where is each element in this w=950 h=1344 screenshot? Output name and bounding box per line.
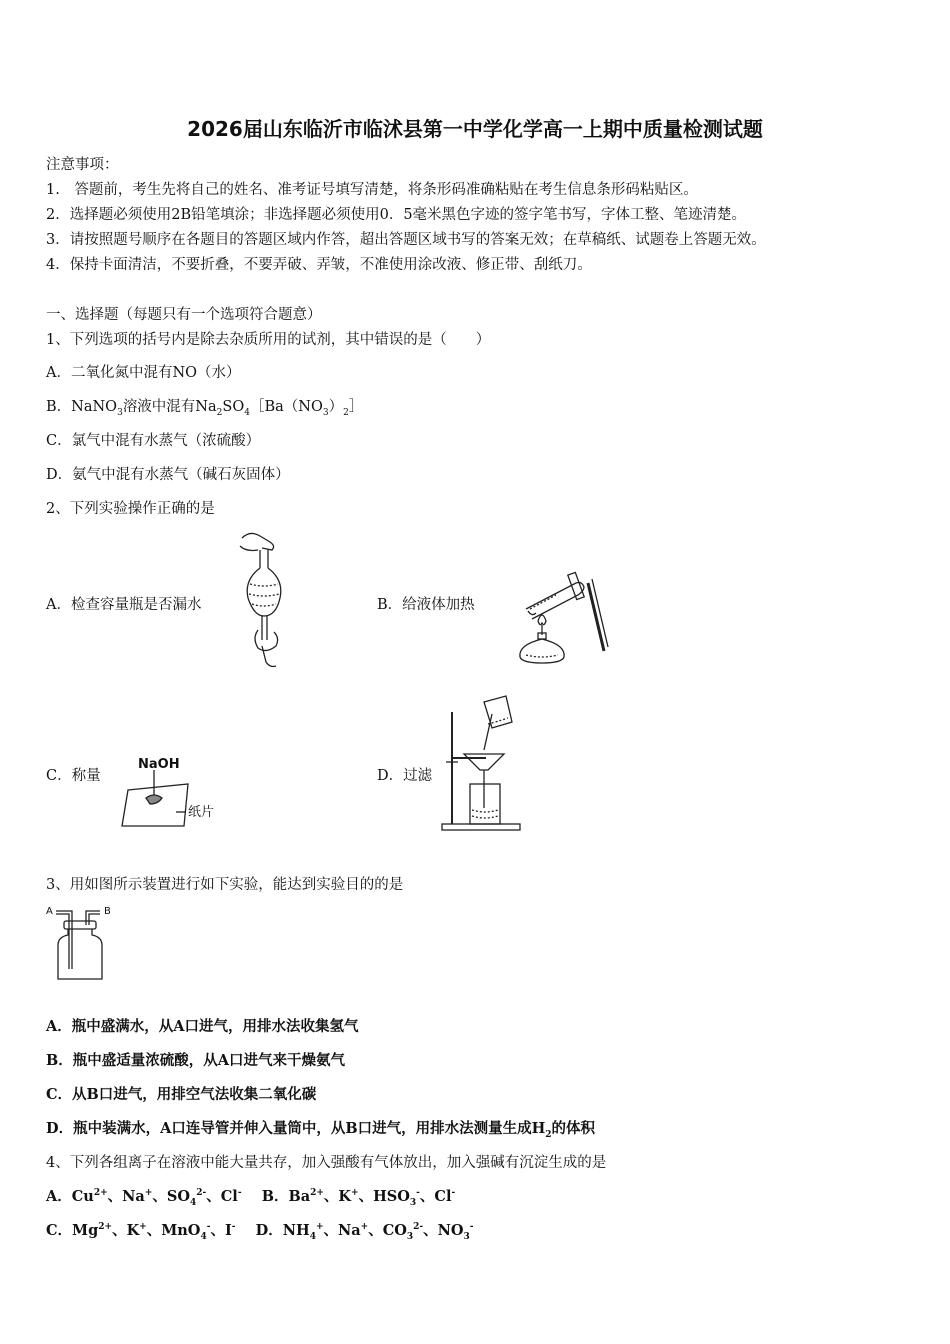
q4-c-ions: $Mg^{2+}$、K+、MnO$_4$-、I- (72, 1222, 236, 1242)
ion: Na+ (338, 1222, 369, 1239)
q1-option-b (46, 395, 363, 418)
q2-option-c: C．称量 (46, 768, 101, 784)
ion: $NO_3^-$ (437, 1222, 474, 1242)
q1-b-text-1: B．NaNO (46, 399, 118, 415)
q3-stem: 3、用如图所示装置进行如下实验，能达到实验目的的是 (46, 877, 404, 893)
ion: $Cu^{2+}$ (71, 1188, 108, 1205)
q2-stem: 2、下列实验操作正确的是 (46, 501, 215, 517)
q4-options-ab (46, 1185, 455, 1208)
naoh-label: NaOH (138, 757, 180, 772)
q3-d-end: 的体积 (551, 1120, 596, 1137)
q4-options-cd (46, 1219, 474, 1242)
section-heading: 一、选择题（每题只有一个选项符合题意） (46, 307, 322, 323)
q3-option-a: A．瓶中盛满水，从A口进气，用排水法收集氢气 (46, 1018, 359, 1035)
ion: Na+ (122, 1188, 153, 1205)
ion: Cl- (434, 1188, 456, 1205)
notice-item-3: 3．请按照题号顺序在各题目的答题区域内作答，超出答题区域书写的答案无效；在草稿纸、试题卷上答题无效。 (46, 232, 766, 248)
ion: Cl- (220, 1188, 242, 1205)
q2-option-b: B．给液体加热 (377, 597, 475, 613)
q4-c-label: C． (46, 1222, 73, 1239)
notice-heading: 注意事项： (46, 157, 119, 173)
paper-label: 纸片 (188, 805, 215, 820)
ion: I- (224, 1222, 236, 1239)
q1-b-sub-4: 3 (322, 407, 329, 418)
port-a-label: A (46, 906, 53, 917)
q1-b-text-3: SO (222, 399, 245, 415)
q4-d-ions: $NH_4^+$、Na+、$CO_3^{2-}$、$NO_3^-$ (282, 1222, 474, 1242)
ion: MnO$_4$- (161, 1222, 211, 1242)
q1-b-text-4: ［Ba（NO (249, 399, 323, 415)
q1-stem: 1、下列选项的括号内是除去杂质所用的试剂，其中错误的是（ ） (46, 332, 491, 348)
q3-option-d (46, 1117, 595, 1140)
notice-item-4: 4．保持卡面清洁，不要折叠，不要弄破、弄皱，不准使用涂改液、修正带、刮纸刀。 (46, 257, 592, 273)
q4-d-label: D． (255, 1222, 283, 1239)
q4-b-ions: $Ba^{2+}$、K+、$HSO_3^-$、Cl- (288, 1188, 456, 1208)
ion: $Ba^{2+}$ (288, 1188, 324, 1205)
q1-b-text-6: ］ (348, 399, 364, 415)
ion: $NH_4^+$ (282, 1222, 324, 1242)
q1-b-sub-5: 2 (343, 407, 349, 418)
notice-item-2: 2．选择题必须使用2B铅笔填涂；非选择题必须使用0．5毫米黑色字迹的签字笔书写，字体工整、笔迹清楚。 (46, 207, 747, 223)
q4-b-label: B． (261, 1188, 289, 1205)
q2-option-d: D．过滤 (377, 768, 433, 784)
gas-bottle-figure (44, 903, 118, 983)
notice-item-1: 1. 答题前，考生先将自己的姓名、准考证号填写清楚，将条形码准确粘贴在考生信息条形码粘贴区。 (46, 182, 698, 198)
q4-a-ions: $Cu^{2+}$、Na+、$SO_4^{2-}$、Cl- (71, 1188, 242, 1208)
q1-b-text-2: 溶液中混有Na (122, 399, 217, 415)
q1-b-sub-1: 3 (117, 407, 123, 418)
heating-test-tube-figure (508, 565, 612, 667)
q3-d-text: D．瓶中装满水，A口连导管并伸入量筒中，从B口进气，用排水法测量生成H (46, 1120, 546, 1137)
q1-option-d: D．氨气中混有水蒸气（碱石灰固体） (46, 467, 290, 483)
ion: K+ (126, 1222, 147, 1239)
q3-d-sub: 2 (545, 1129, 552, 1140)
ion: $CO_3^{2-}$ (382, 1222, 424, 1242)
ion: K+ (338, 1188, 359, 1205)
q1-b-text-5: ） (328, 399, 344, 415)
q4-stem: 4、下列各组离子在溶液中能大量共存，加入强酸有气体放出，加入强碱有沉淀生成的是 (46, 1155, 607, 1171)
volumetric-flask-figure (236, 528, 294, 670)
weighing-naoh-figure (118, 752, 228, 830)
q4-a-label: A． (46, 1188, 72, 1205)
port-b-label: B (104, 906, 111, 917)
q3-option-c: C．从B口进气，用排空气法收集二氧化碳 (46, 1086, 317, 1103)
ion: $SO_4^{2-}$ (166, 1188, 207, 1208)
ion: $HSO_3^-$ (373, 1188, 420, 1208)
page-title: 2026届山东临沂市临沭县第一中学化学高一上期中质量检测试题 (187, 117, 763, 141)
q1-b-sub-3: 4 (244, 407, 250, 418)
q1-option-c: C．氯气中混有水蒸气（浓硫酸） (46, 433, 261, 449)
q1-b-sub-2: 2 (216, 407, 223, 418)
filtration-figure (440, 692, 524, 832)
q1-option-a: A．二氧化氮中混有NO（水） (46, 365, 241, 381)
q3-option-b: B．瓶中盛适量浓硫酸，从A口进气来干燥氨气 (46, 1052, 346, 1069)
q2-option-a: A．检查容量瓶是否漏水 (46, 597, 202, 613)
ion: $Mg^{2+}$ (72, 1222, 113, 1239)
